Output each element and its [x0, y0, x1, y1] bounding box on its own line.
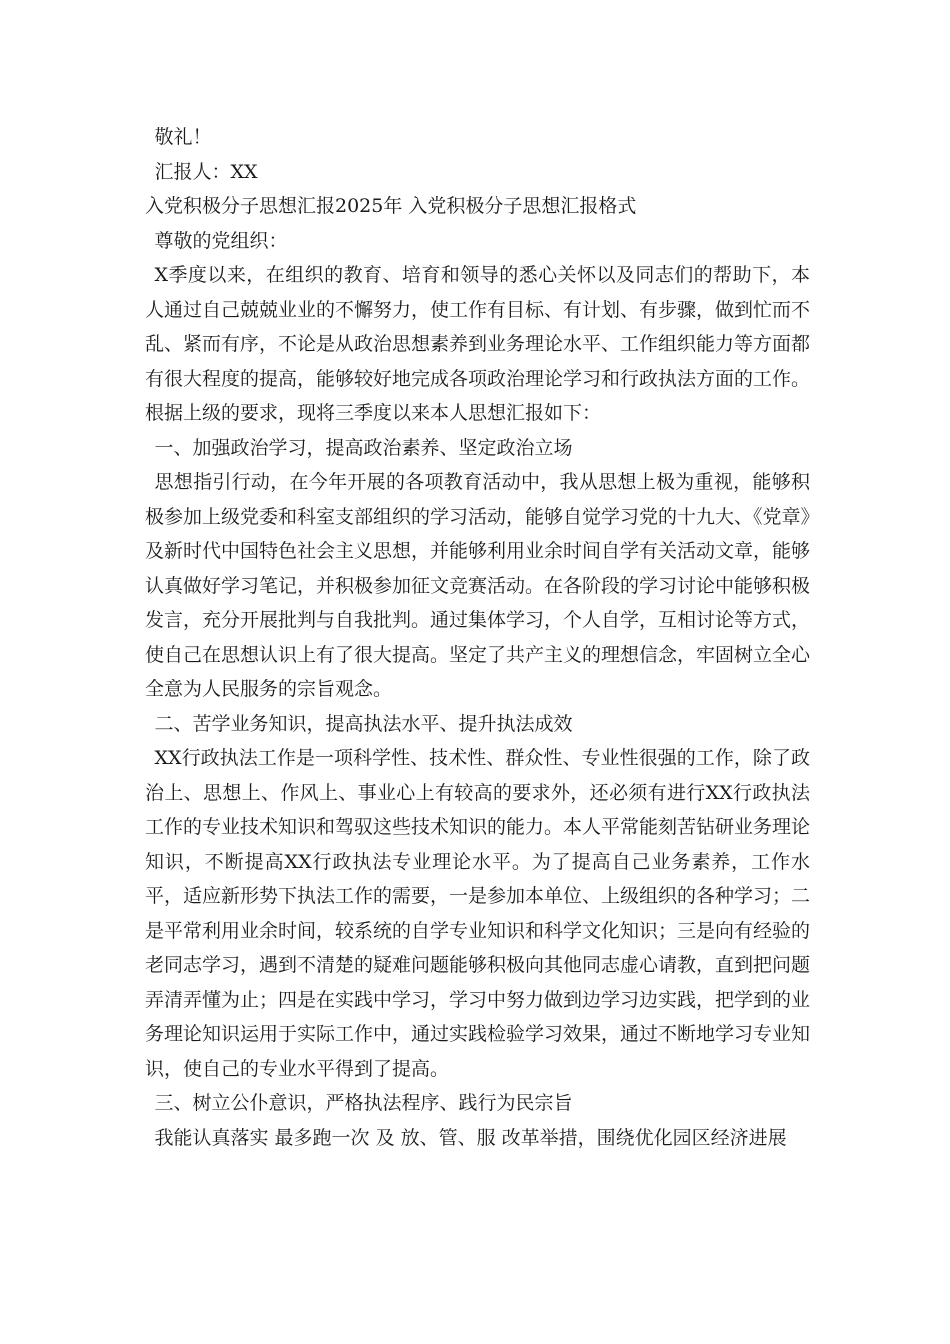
- document-body: [145, 120, 810, 1155]
- section-body: XX行政执法工作是一项科学性、技术性、群众性、专业性很强的工作，除了政治上、思想上、作风上、事业心上有较高的要求外，还必须有进行XX行政执法工作的专业技术知识和驾驭这些技术知识的能力。本人平常能刻苦钻研业务理论知识，不断提高XX行政执法专业理论水平。为了提高自己业务素养，工作水平，适应新形势下执法工作的需要，一是参加本单位、上级组织的各种学习；二是平常利用业余时间，较系统的自学专业知识和科学文化知识；三是向有经验的老同志学习，遇到不清楚的疑难问题能够积极向其他同志虚心请教，直到把问题弄清弄懂为止；四是在实践中学习，学习中努力做到边学习边实践，把学到的业务理论知识运用于实际工作中，通过实践检验学习效果，通过不断地学习专业知识，使自己的专业水平得到了提高。: [145, 747, 811, 1080]
- section-body: 我能认真落实 最多跑一次 及 放、管、服 改革举措，围绕优化园区经济进展: [154, 1126, 787, 1149]
- document-title: 入党积极分子思想汇报2025年 入党积极分子思想汇报格式: [145, 195, 637, 217]
- section-heading: 一、加强政治学习，提高政治素养、坚定政治立场: [154, 436, 573, 459]
- section-body: 思想指引行动，在今年开展的各项教育活动中，我从思想上极为重视，能够积极参加上级党委和科室支部组织的学习活动，能够自觉学习党的十九大、《党章》及新时代中国特色社会主义思想，并能够利用业余时间自学有关活动文章，能够认真做好学习笔记，并积极参加征文竞赛活动。在各阶段的学习讨论中能够积极发言，充分开展批判与自我批判。通过集体学习，个人自学，互相讨论等方式，使自己在思想认识上有了很大提高。坚定了共产主义的理想信念，牢固树立全心全意为人民服务的宗旨观念。: [145, 471, 811, 700]
- signature-line: 汇报人：XX: [154, 160, 258, 183]
- salutation-line: 尊敬的党组织：: [154, 229, 288, 252]
- intro-paragraph: X季度以来，在组织的教育、培育和领导的悉心关怀以及同志们的帮助下，本人通过自己兢兢业业的不懈努力，使工作有目标、有计划、有步骤，做到忙而不乱、紧而有序，不论是从政治思想素养到业务理论水平、工作组织能力等方面都有很大程度的提高，能够较好地完成各项政治理论学习和行政执法方面的工作。根据上级的要求，现将三季度以来本人思想汇报如下：: [145, 264, 811, 424]
- closing-line: 敬礼！: [154, 126, 212, 148]
- section-heading: 三、树立公仆意识，严格执法程序、践行为民宗旨: [154, 1092, 573, 1114]
- section-heading: 二、苦学业务知识，提高执法水平、提升执法成效: [154, 712, 573, 735]
